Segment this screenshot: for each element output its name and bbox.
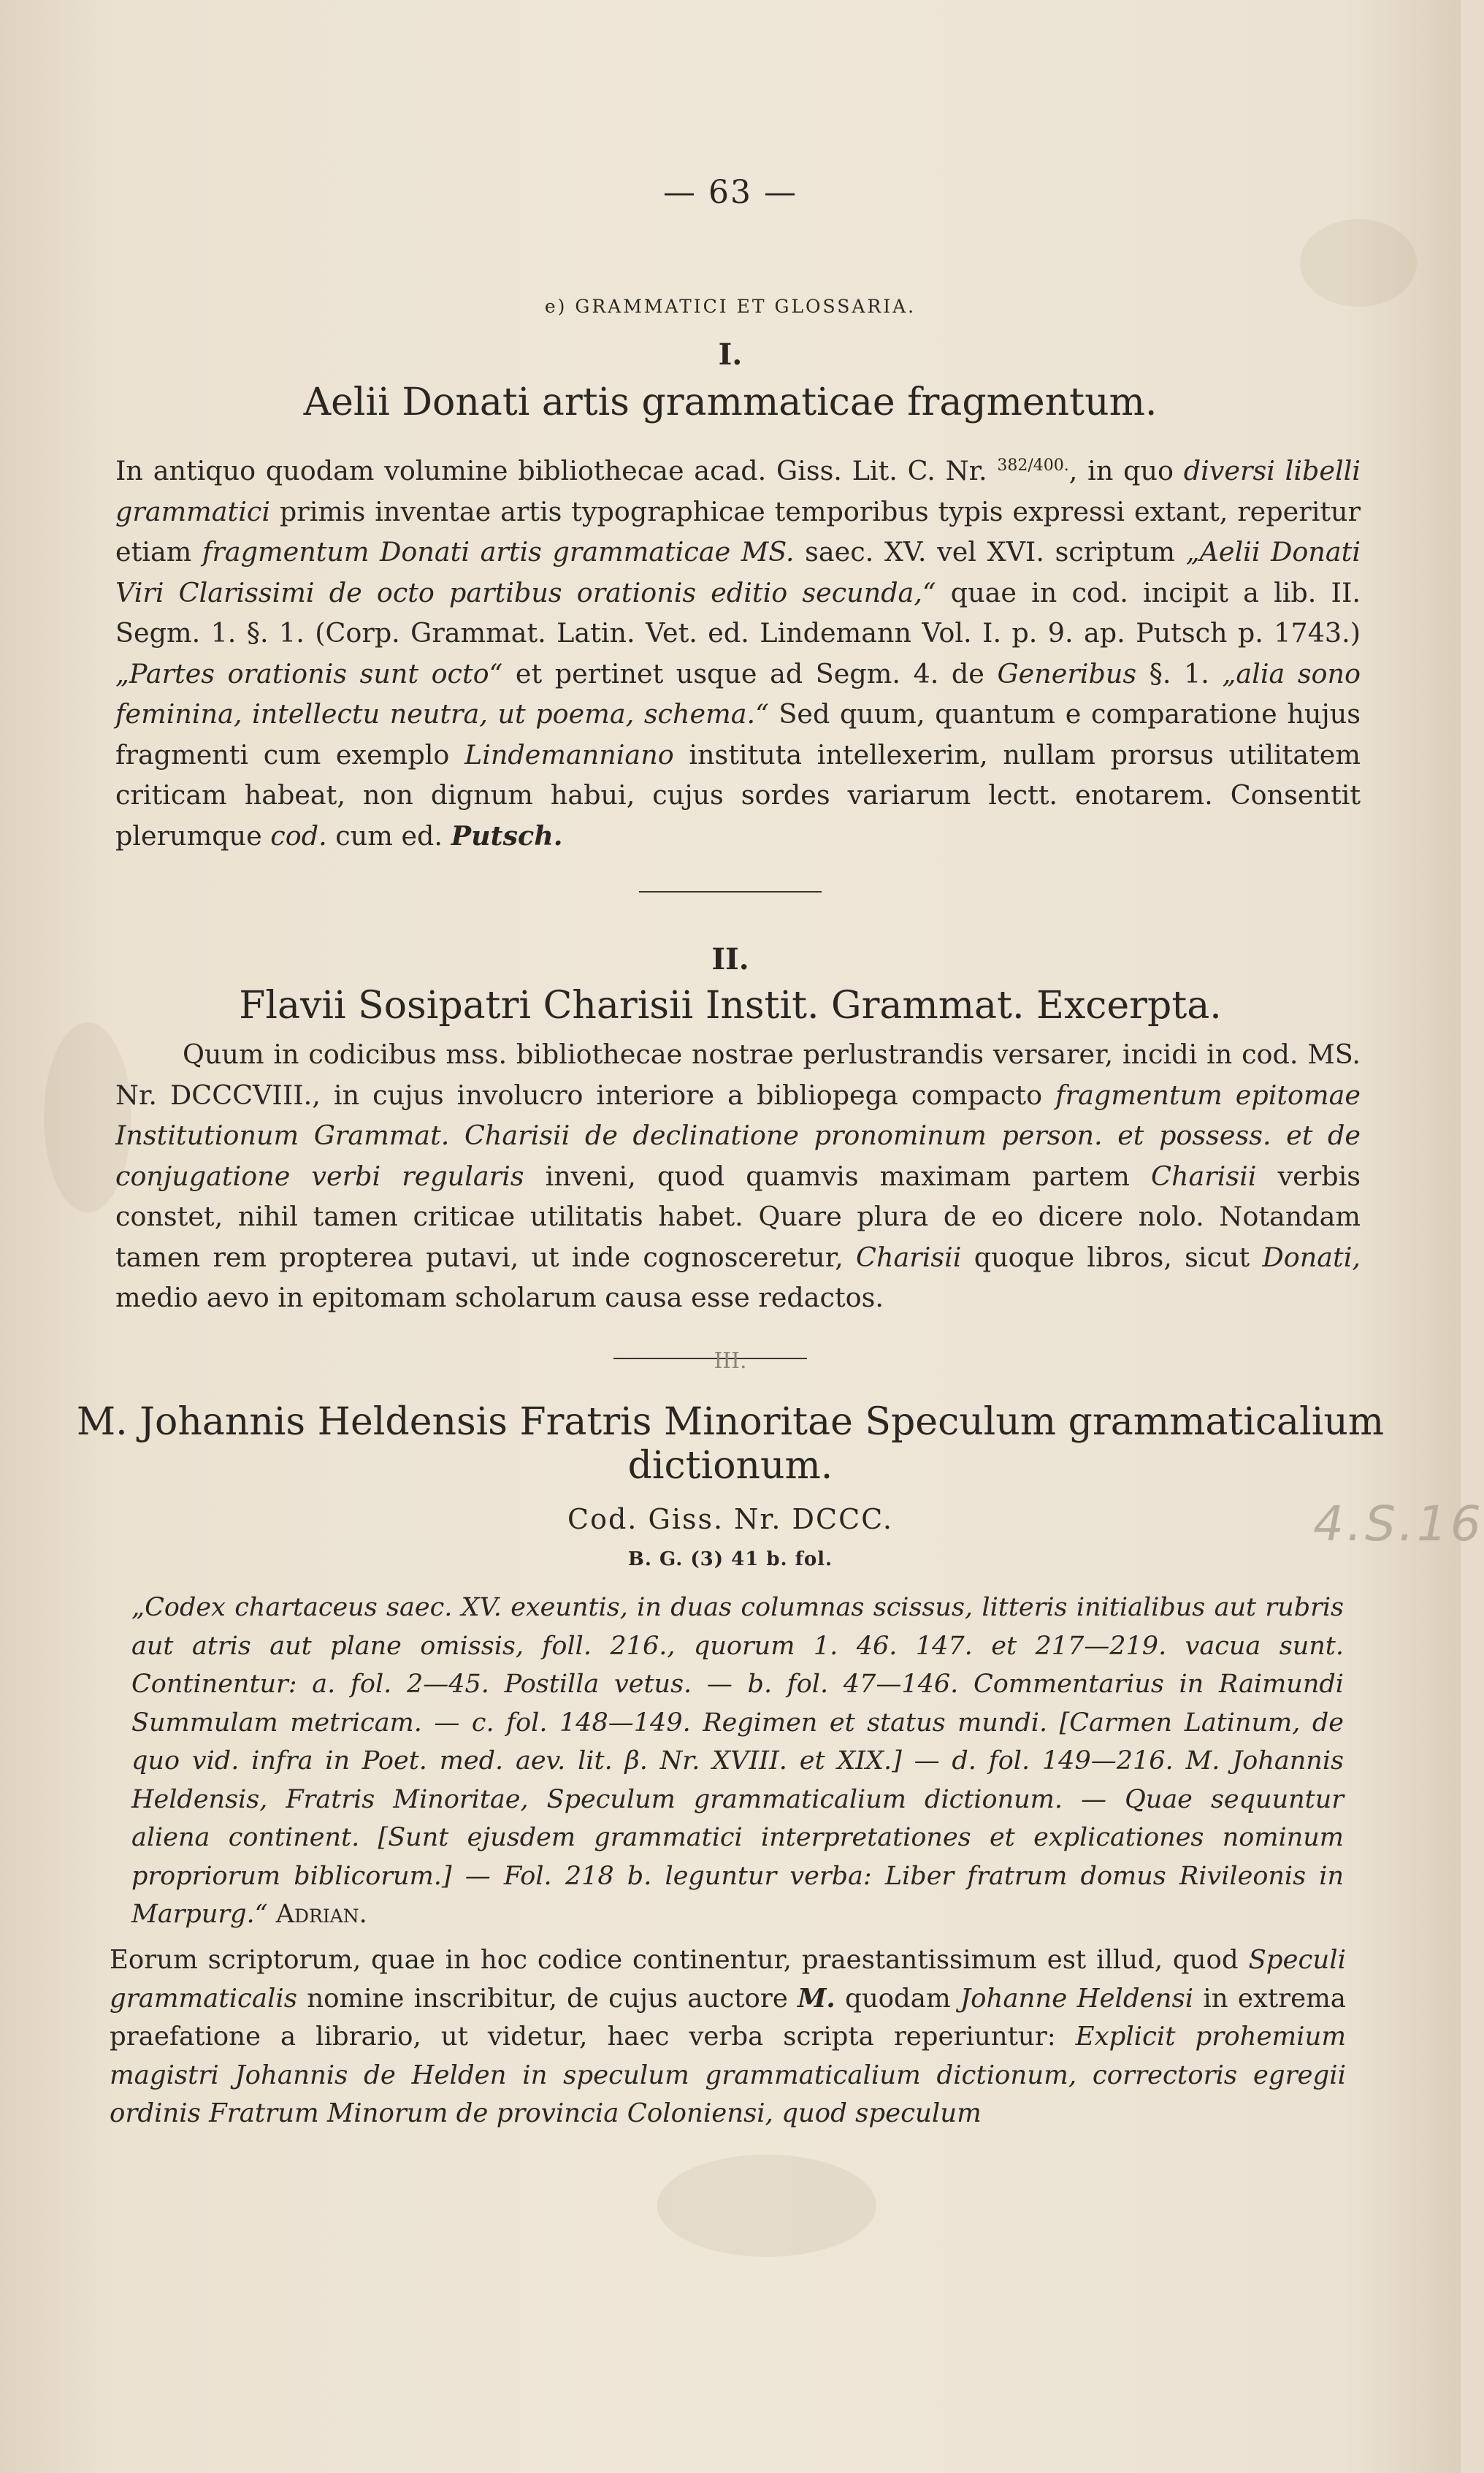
margin-pencil-note: 4.S.16 <box>1313 1496 1484 1552</box>
entry-2-paragraph: Quum in codicibus mss. bibliothecae nostrae perlustrandis versarer, incidi in cod. MS. Nr. DCCCVIII., in cujus involucro interiore a bibliopega compacto fragmentum epitomae Institutionum Grammat. Charisii de declinatione pronominum person. et possess. et de conjugatione verbi regularis inveni, quod quamvis maximam partem Charisii verbis constet, nihil tamen criticae utilitatis habet. Quare plura de eo dicere nolo. Notandam tamen rem propterea putavi, ut inde cognosceretur, Charisii quoque libros, sicut Donati, medio aevo in epitomam scholarum causa esse redactos. <box>115 1039 1361 1313</box>
section-divider <box>639 891 822 893</box>
paper-stain <box>1300 219 1417 307</box>
codex-description-quote: „Codex chartaceus saec. XV. exeuntis, in duas columnas scissus, litteris initialibus aut rubris aut atris aut plane omissis, foll. 216., quorum 1. 46. 147. et 217—219. vacua sunt. Continentur: a. fol. 2—45. Postilla vetus. — b. fol. 47—146. Commentarius in Raimundi Summulam metricam. — c. fol. 148—149. Regimen et status mundi. [Carmen Latinum, de quo vid. infra in Poet. med. aev. lit. β. Nr. XVIII. et XIX.] — d. fol. 149—216. M. Johannis Heldensis, Fratris Minoritae, Speculum grammaticalium dictionum. — Quae sequuntur aliena continent. [Sunt ejusdem grammatici interpretationes et explicationes nominum propriorum biblicorum.] — Fol. 218 b. leguntur verba: Liber fratrum domus Rivileonis in Marpurg.“ Adrian. <box>131 1593 1344 1929</box>
entry-3-title <box>0 1401 1461 1488</box>
codex-reference: Cod. Giss. Nr. DCCC. <box>567 1503 893 1535</box>
entry-3-title-line-1: M. Johannis Heldensis Fratris Minoritae Speculum grammaticalium <box>76 1400 1385 1444</box>
section-header: e) GRAMMATICI ET GLOSSARIA. <box>544 296 917 317</box>
entry-2-title: Flavii Sosipatri Charisii Instit. Grammat. Excerpta. <box>239 984 1222 1028</box>
paper-stain <box>657 2155 876 2257</box>
entry-3-title-line-2: dictionum. <box>627 1443 833 1488</box>
quote-author: Adrian. <box>275 1900 367 1929</box>
entry-1-number: I. <box>718 337 743 372</box>
entry-2-number: II. <box>711 942 749 976</box>
entry-1-paragraph: In antiquo quodam volumine bibliothecae acad. Giss. Lit. C. Nr. $^{382/400.}$, in quo diversi libelli grammatici primis inventae artis typographicae temporibus typis expressi extant, reperitur etiam fragmentum Donati artis grammaticae MS. saec. XV. vel XVI. scriptum „Aelii Donati Viri Clarissimi de octo partibus orationis editio secunda,“ quae in cod. incipit a lib. II. Segm. 1. §. 1. (Corp. Grammat. Latin. Vet. ed. Lindemann Vol. I. p. 9. ap. Putsch p. 1743.) „Partes orationis sunt octo“ et pertinet usque ad Segm. 4. de Generibus §. 1. „alia sono feminina, intellectu neutra, ut poema, schema.“ Sed quum, quantum e comparatione hujus fragmenti cum exemplo Lindemanniano instituta intellexerim, nullam prorsus utilitatem criticam habeat, non dignum habui, cujus sordes variarum lectt. enotarem. Consentit plerumque cod. cum ed. Putsch. <box>115 455 1361 852</box>
entry-1-title: Aelii Donati artis grammaticae fragmentum. <box>303 381 1158 424</box>
entry-3-paragraph: Eorum scriptorum, quae in hoc codice continentur, praestantissimum est illud, quod Speculi grammaticalis nomine inscribitur, de cujus auctore M. quodam Johanne Heldensi in extrema praefatione a librario, ut videtur, haec verba scripta reperiuntur: Explicit prohemium magistri Johannis de Helden in speculum grammaticalium dictionum, correctoris egregii ordinis Fratrum Minorum de provincia Coloniensi, quod speculum <box>110 1945 1346 2128</box>
entry-3-number-crossed: III. <box>714 1348 747 1374</box>
page-number: — 63 — <box>663 174 798 211</box>
shelf-mark: B. G. (3) 41 b. fol. <box>627 1548 833 1570</box>
